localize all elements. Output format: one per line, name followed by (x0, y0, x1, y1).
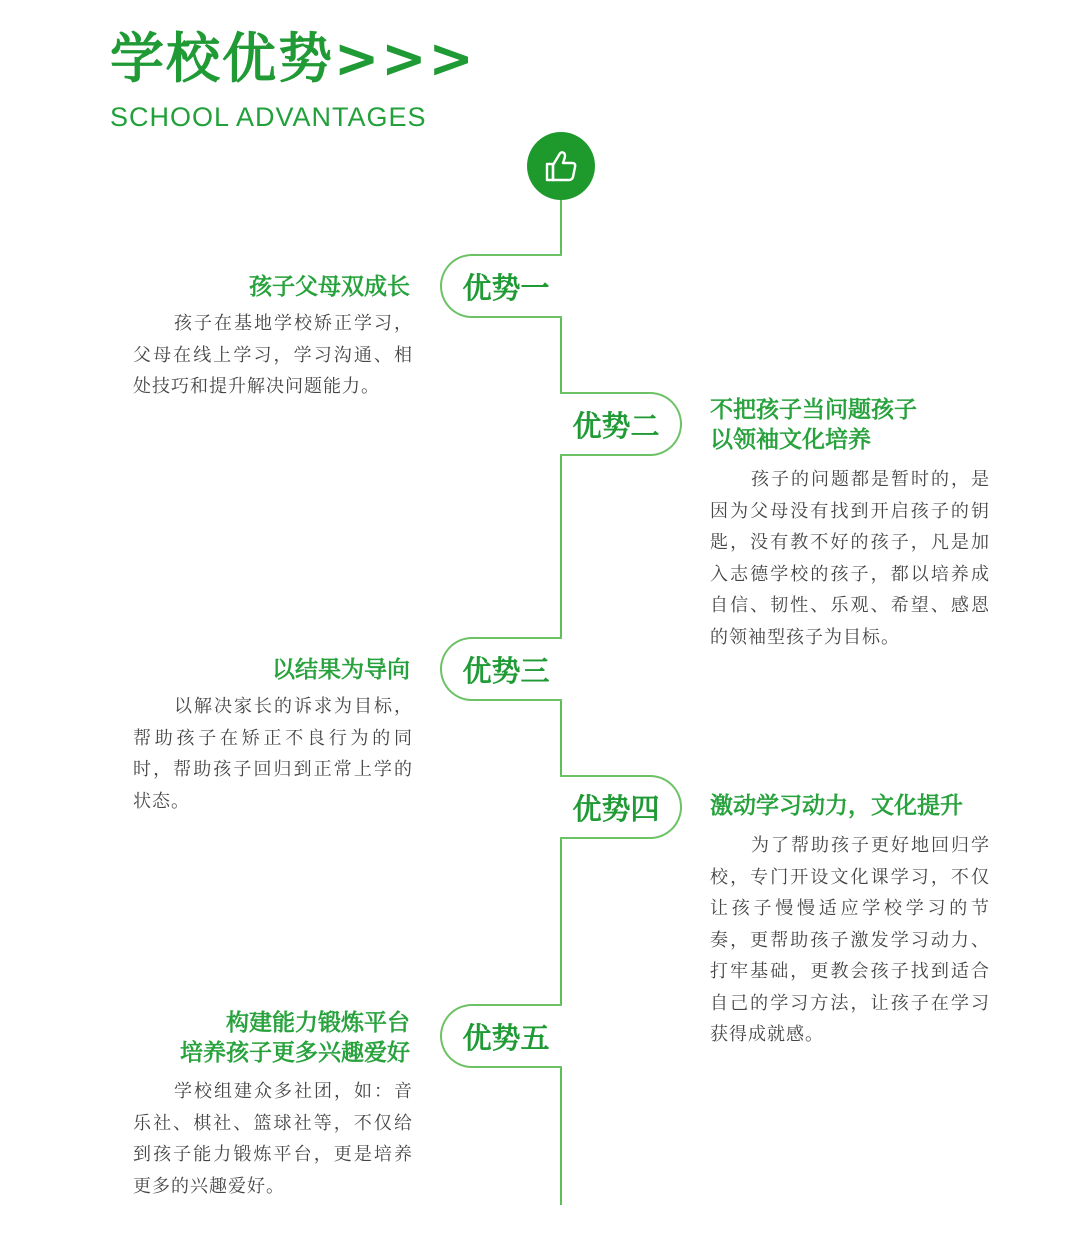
tag-advantage-4: 优势四 (560, 775, 682, 839)
text-advantage-5: 学校组建众多社团，如：音乐社、棋社、篮球社等，不仅给到孩子能力锻炼平台，更是培养更多的兴趣爱好。 (133, 1081, 413, 1197)
heading-advantage-5: 构建能力锻炼平台 培养孩子更多兴趣爱好 (180, 1010, 410, 1066)
heading-advantage-3: 以结果为导向 (272, 657, 410, 683)
text-advantage-4: 为了帮助孩子更好地回归学校，专门开设文化课学习，不仅让孩子慢慢适应学校学习的节奏，更帮助孩子激发学习动力、打牢基础，更教会孩子找到适合自己的学习方法，让孩子在学习获得成就感。 (710, 835, 990, 1045)
tag-advantage-3: 优势三 (440, 637, 562, 701)
tag-advantage-5: 优势五 (440, 1004, 562, 1068)
text-advantage-1: 孩子在基地学校矫正学习，父母在线上学习，学习沟通、相处技巧和提升解决问题能力。 (133, 313, 413, 397)
tag-advantage-2: 优势二 (560, 392, 682, 456)
text-advantage-3: 以解决家长的诉求为目标，帮助孩子在矫正不良行为的同时，帮助孩子回归到正常上学的状态。 (133, 696, 413, 812)
text-advantage-2: 孩子的问题都是暂时的，是因为父母没有找到开启孩子的钥匙，没有教不好的孩子，凡是加入志德学校的孩子，都以培养成自信、韧性、乐观、希望、感恩的领袖型孩子为目标。 (710, 469, 990, 648)
heading-advantage-2: 不把孩子当问题孩子 以领袖文化培养 (710, 397, 917, 453)
heading-advantage-4: 激动学习动力，文化提升 (710, 793, 963, 819)
tag-advantage-1: 优势一 (440, 254, 562, 318)
thumbs-up-icon (527, 132, 595, 200)
page-title: 学校优势>>> (110, 27, 476, 90)
heading-advantage-1: 孩子父母双成长 (249, 274, 410, 300)
page-subtitle: SCHOOL ADVANTAGES (110, 102, 427, 132)
